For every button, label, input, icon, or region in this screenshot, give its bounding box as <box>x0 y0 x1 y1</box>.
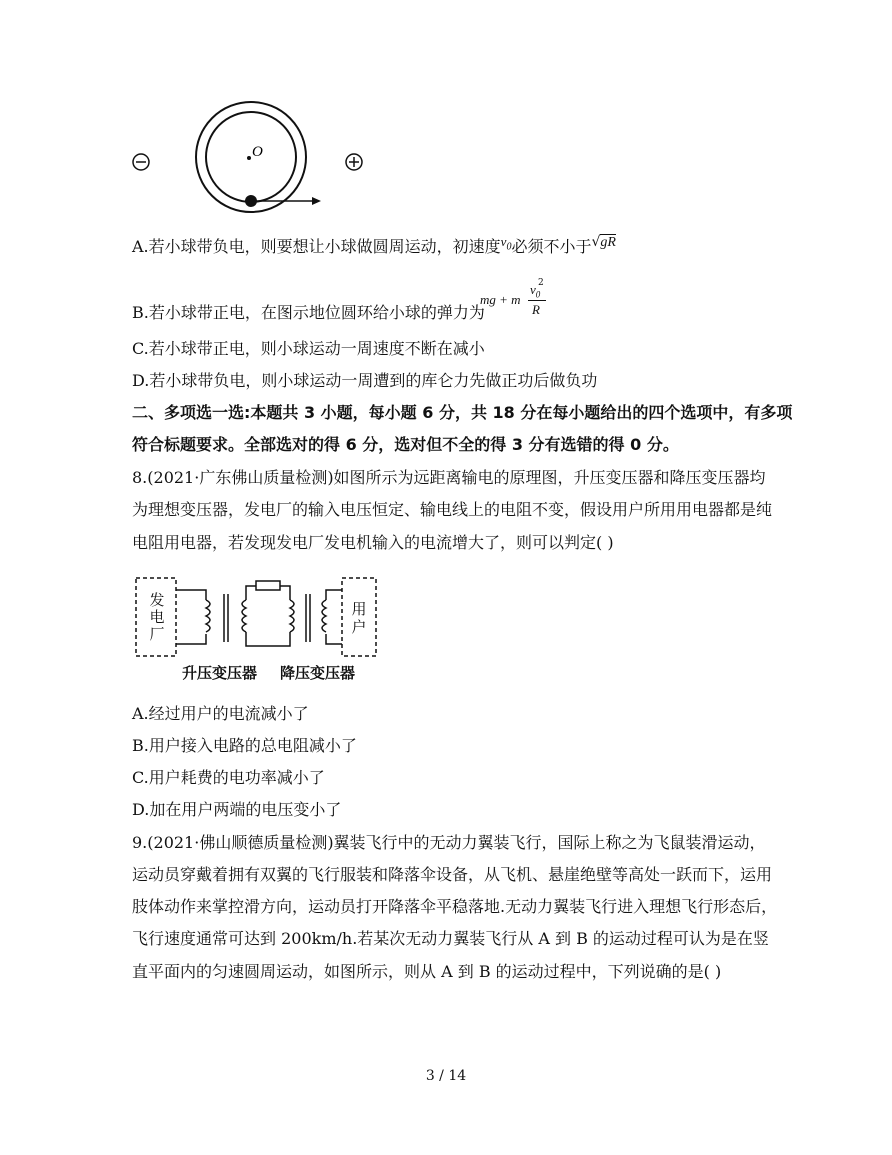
inner-ring <box>206 112 296 202</box>
center-dot <box>247 156 251 160</box>
transmission-diagram <box>132 572 382 687</box>
q9-line-1: 9.(2021·佛山顺德质量检测)翼装飞行中的无动力翼装飞行，国际上称之为飞鼠装滑运动， <box>132 833 766 852</box>
section-2-heading-line-1: 二、多项选一选:本题共 3 小题，每小题 6 分，共 18 分在每小题给出的四个选项中，有多项 <box>132 403 793 422</box>
q7-option-b: B.若小球带正电，在图示地位圆环给小球的弹力为 <box>132 303 485 322</box>
q8-line-2: 为理想变压器，发电厂的输入电压恒定、输电线上的电阻不变，假设用户所用用电器都是纯 <box>132 500 773 519</box>
q8-option-b: B.用户接入电路的总电阻减小了 <box>132 736 357 755</box>
q7-option-c: C.若小球带正电，则小球运动一周速度不断在减小 <box>132 339 485 358</box>
q8-option-a: A.经过用户的电流减小了 <box>132 704 309 723</box>
sqrt-gR: √gR <box>591 234 616 250</box>
q7-option-d: D.若小球带负电，则小球运动一周遭到的库仑力先做正功后做负功 <box>132 371 598 390</box>
section-2-heading-line-2: 符合标题要求。全部选对的得 6 分，选对但不全的得 3 分有选错的得 0 分。 <box>132 435 679 454</box>
ring-figure <box>128 100 378 215</box>
positive-charge-icon <box>346 154 362 170</box>
ball <box>245 195 257 207</box>
user-label: 用 户 <box>351 600 367 636</box>
power-plant-label: 发 电 厂 <box>149 591 165 643</box>
q9-line-5: 直平面内的匀速圆周运动，如图所示，则从 A 到 B 的运动过程中，下列说确的是( ) <box>132 962 722 981</box>
q9-line-2: 运动员穿戴着拥有双翼的飞行服装和降落伞设备，从飞机、悬崖绝壁等高处一跃而下，运用 <box>132 865 773 884</box>
center-label: O <box>252 144 263 160</box>
q7-option-a: A.若小球带负电，则要想让小球做圆周运动，初速度$^{v_0}$必须不小于√gR <box>132 234 616 256</box>
q8-option-c: C.用户耗费的电功率减小了 <box>132 768 325 787</box>
step-down-label: 降压变压器 <box>280 664 356 682</box>
page-number: 3 / 14 <box>425 1068 467 1084</box>
q8-line-3: 电阻用电器，若发现发电厂发电机输入的电流增大了，则可以判定( ) <box>132 533 614 552</box>
line-resistor <box>256 581 280 590</box>
q8-line-1: 8.(2021·广东佛山质量检测)如图所示为远距离输电的原理图，升压变压器和降压变压器均 <box>132 468 766 487</box>
q7-b-formula: mg + m $v_0$ 2 R <box>480 282 550 322</box>
negative-charge-icon <box>133 154 149 170</box>
q8-option-d: D.加在用户两端的电压变小了 <box>132 800 342 819</box>
v0-symbol: v0 <box>500 234 512 253</box>
step-up-label: 升压变压器 <box>182 664 258 682</box>
q9-line-3: 肢体动作来掌控滑方向，运动员打开降落伞平稳落地.无动力翼装飞行进入理想飞行形态后， <box>132 897 778 916</box>
q9-line-4: 飞行速度通常可达到 200km/h.若某次无动力翼装飞行从 A 到 B 的运动过程可认为是在竖 <box>132 929 769 948</box>
